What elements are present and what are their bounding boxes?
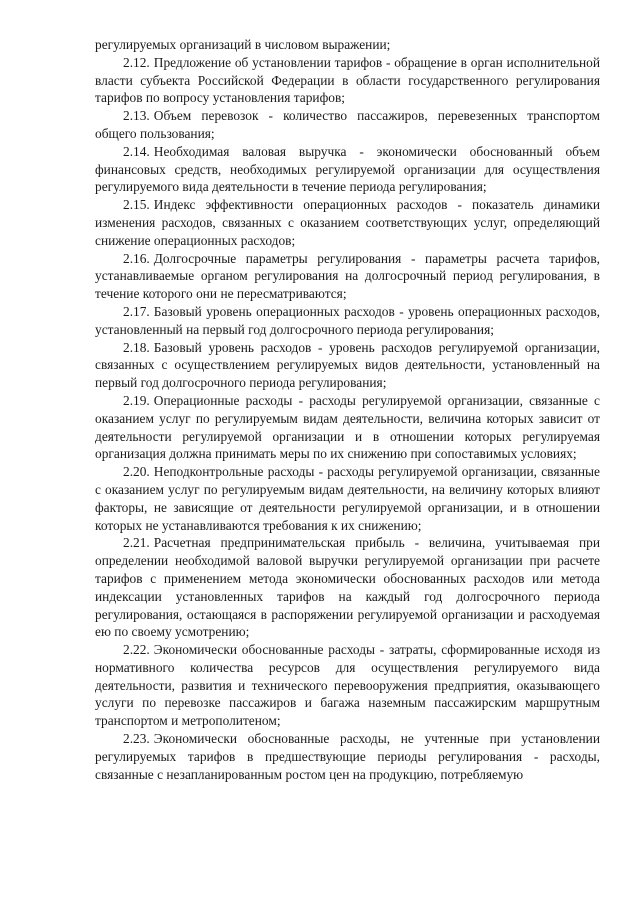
paragraph-number: 2.18.: [123, 339, 150, 355]
paragraph-text: Необходимая валовая выручка - экономически обоснованный объем финансовых средств, необходимых регулируемой организации для осуществления регулируемого вида деятельности в течение периода регулирования;: [95, 143, 600, 195]
paragraph-continuation: регулируемых организаций в числовом выражении;: [95, 37, 391, 52]
paragraph-2-23: [95, 730, 600, 783]
paragraph-number: 2.15.: [123, 197, 150, 213]
paragraph-2-20: [95, 463, 600, 534]
paragraph-number: 2.20.: [123, 464, 150, 480]
paragraph-2-14: [95, 143, 600, 196]
paragraph-number: 2.19.: [123, 392, 150, 408]
paragraph-text: Экономически обоснованные расходы - затраты, сформированные исходя из нормативного количества ресурсов для осуществления регулируемого вида деятельности, развития и технического перевооружения предприятия, оказывающего услуги по перевозке пассажиров и багажа наземным пассажирским маршрутным транспортом и метрополитеном;: [95, 642, 600, 729]
paragraph-text: Базовый уровень операционных расходов - уровень операционных расходов, установленный на первый год долгосрочного периода регулирования;: [95, 303, 600, 337]
paragraph-2-19: [95, 392, 600, 463]
paragraph-text: Расчетная предпринимательская прибыль - величина, учитываемая при определении необходимой валовой выручки регулируемой организации при расчете тарифов с применением метода экономически обоснованных расходов или метода индексации установленных тарифов на каждый год долгосрочного периода регулирования, остающаяся в распоряжении регулируемой организации и расходуемая ею по своему усмотрению;: [95, 535, 600, 640]
paragraph-number: 2.22.: [123, 642, 150, 658]
paragraph-2-21: [95, 534, 600, 641]
paragraph-2-18: [95, 339, 600, 392]
paragraph-text: Базовый уровень расходов - уровень расходов регулируемой организации, связанных с осуществлением регулируемых видов деятельности, установленный на первый год долгосрочного периода регулирования;: [95, 339, 600, 391]
paragraph-text: Операционные расходы - расходы регулируемой организации, связанные с оказанием услуг по регулируемым видам деятельности, величина которых зависит от деятельности регулируемой организации и в отношении которых регулируемая организация должна принимать меры по их снижению при сопоставимых условиях;: [95, 392, 600, 462]
paragraph-number: 2.16.: [123, 250, 150, 266]
paragraph-2-13: [95, 107, 600, 143]
paragraph-text: Индекс эффективности операционных расходов - показатель динамики изменения расходов, связанных с оказанием соответствующих услуг, определяющий снижение операционных расходов;: [95, 197, 600, 248]
paragraph-number: 2.21.: [123, 535, 150, 551]
paragraph-text: Экономически обоснованные расходы, не учтенные при установлении регулируемых тарифов в предшествующие периоды регулирования - расходы, связанные с незапланированным ростом цен на продукцию, потребляемую: [95, 731, 600, 782]
paragraph-number: 2.14.: [123, 143, 150, 159]
paragraph-text: Неподконтрольные расходы - расходы регулируемой организации, связанные с оказанием услуг по регулируемым видам деятельности, на величину которых влияют факторы, не зависящие от деятельности регулируемой организации, и в отношении которых не устанавливаются требования к их снижению;: [95, 464, 600, 533]
paragraph-number: 2.23.: [123, 731, 150, 747]
paragraph-2-12: [95, 54, 600, 107]
paragraph-2-16: [95, 250, 600, 303]
paragraph-number: 2.13.: [123, 108, 150, 124]
paragraph-2-22: [95, 641, 600, 730]
paragraph-text: Предложение об установлении тарифов - обращение в орган исполнительной власти субъекта Российской Федерации в области государственного регулирования тарифов по вопросу установления тарифов;: [95, 54, 600, 106]
paragraph-text: Долгосрочные параметры регулирования - параметры расчета тарифов, устанавливаемые органом регулирования на долгосрочный период регулирования, в течение которого они не пересматриваются;: [95, 250, 600, 302]
paragraph-number: 2.12.: [123, 54, 150, 70]
paragraph-2-17: [95, 303, 600, 339]
paragraph-text: Объем перевозок - количество пассажиров, перевезенных транспортом общего пользования;: [95, 108, 600, 141]
paragraph-number: 2.17.: [123, 303, 150, 319]
paragraph-2-15: [95, 196, 600, 249]
